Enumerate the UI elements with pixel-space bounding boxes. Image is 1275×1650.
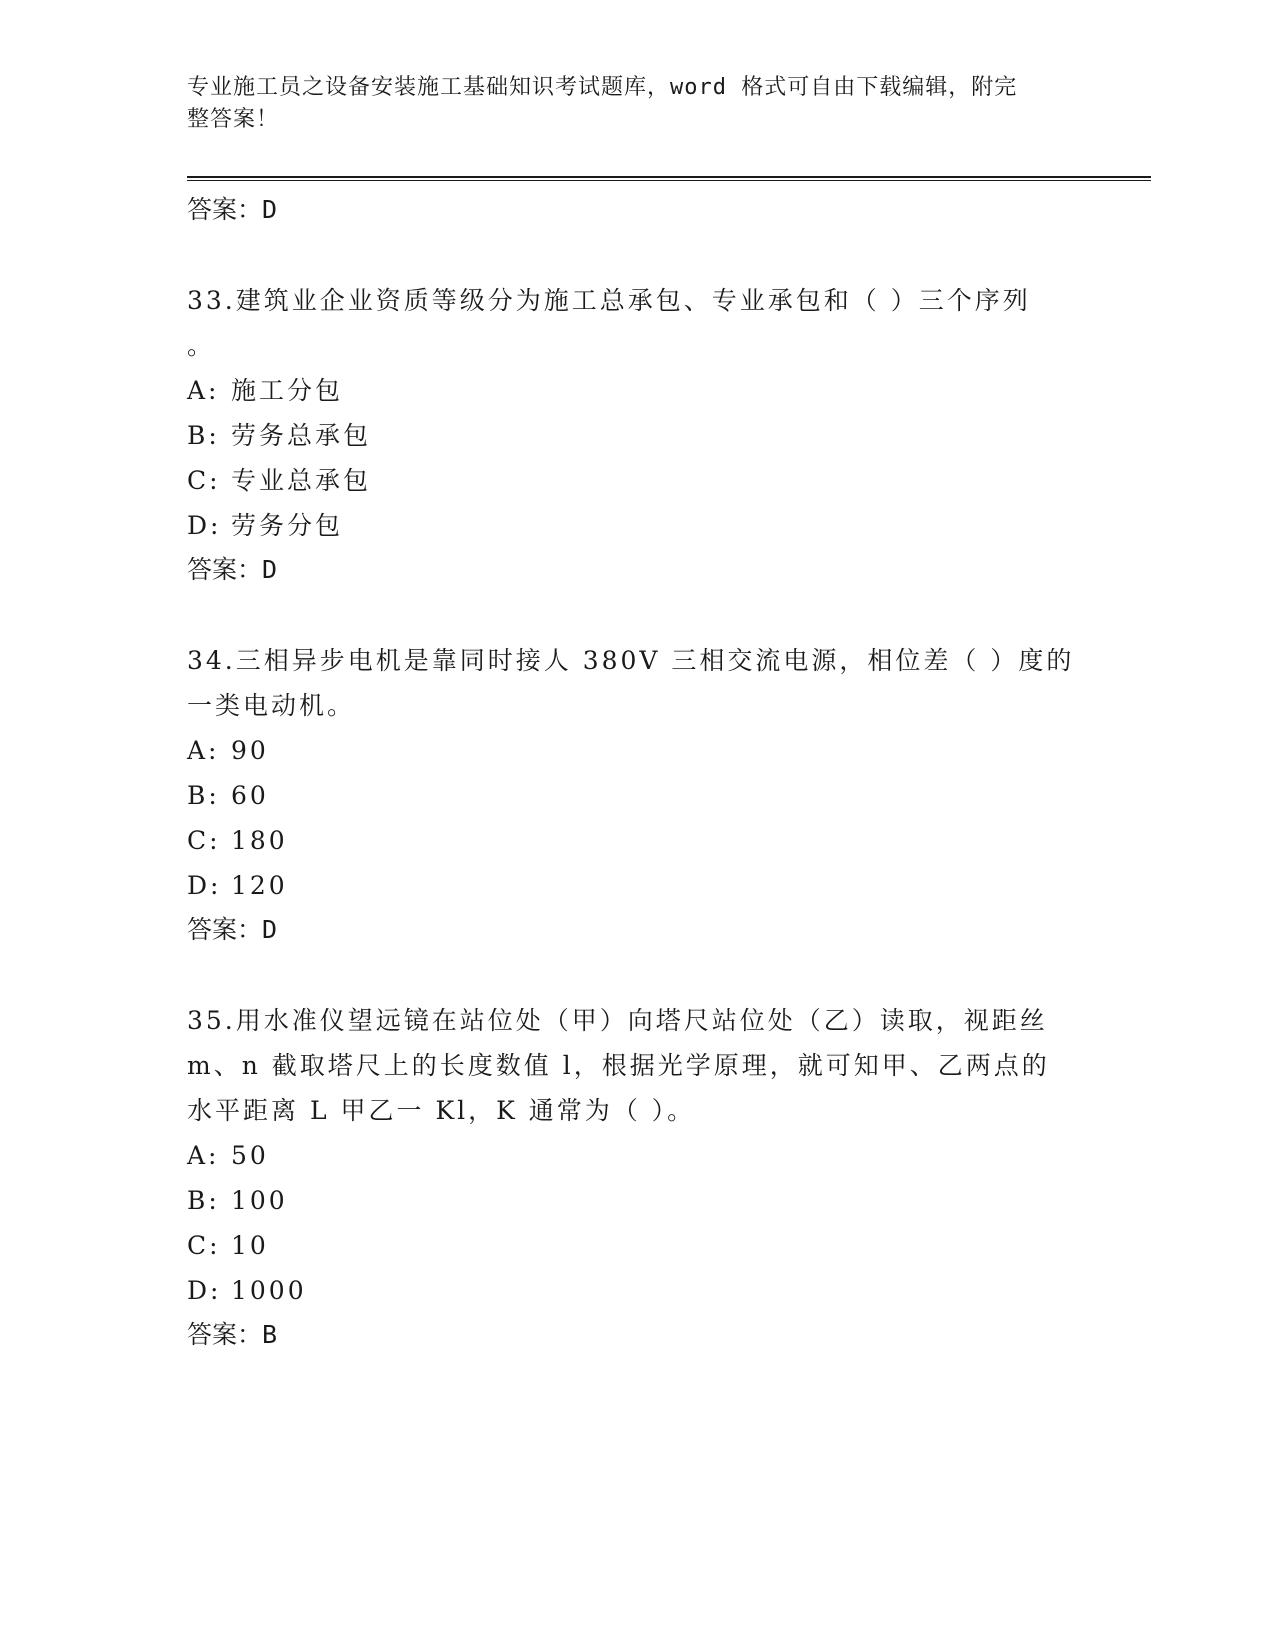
option-text: 劳务总承包: [231, 421, 372, 450]
option-letter: B:: [187, 421, 220, 450]
option-c: [187, 1223, 1087, 1268]
option-d: [187, 1268, 1087, 1313]
question-text: [187, 638, 1087, 728]
page-header: [187, 72, 1087, 136]
option-letter: D:: [187, 871, 222, 900]
question-text-line: 水平距离 L 甲乙一 Kl，K 通常为（ ）。: [187, 1096, 696, 1125]
option-letter: B:: [187, 781, 220, 810]
option-text: 施工分包: [231, 376, 344, 405]
option-text: 60: [231, 781, 269, 810]
option-c: [187, 818, 1087, 863]
answer: 答案：B: [187, 1320, 278, 1349]
question-text-line: 。: [187, 331, 216, 360]
option-letter: D:: [187, 1276, 222, 1305]
option-text: 120: [231, 871, 288, 900]
option-d: [187, 503, 1087, 548]
option-letter: A:: [187, 736, 220, 765]
answer-previous: 答案：D: [187, 195, 278, 224]
question-text-line: m、n 截取塔尺上的长度数值 l，根据光学原理，就可知甲、乙两点的: [187, 1051, 1050, 1080]
question-34: [187, 638, 1087, 952]
option-text: 劳务分包: [231, 511, 344, 540]
question-text-line: 35.用水准仪望远镜在站位处（甲）向塔尺站位处（乙）读取，视距丝: [187, 1006, 1048, 1035]
option-a: [187, 728, 1087, 773]
option-a: [187, 1133, 1087, 1178]
option-text: 100: [231, 1186, 288, 1215]
option-letter: B:: [187, 1186, 220, 1215]
question-text-line: 33.建筑业企业资质等级分为施工总承包、专业承包和（ ）三个序列: [187, 286, 1031, 315]
option-b: [187, 1178, 1087, 1223]
option-text: 1000: [231, 1276, 307, 1305]
header-divider: [187, 176, 1151, 181]
question-text: [187, 998, 1087, 1133]
option-a: [187, 368, 1087, 413]
option-text: 10: [231, 1231, 269, 1260]
option-letter: A:: [187, 376, 220, 405]
option-letter: C:: [187, 466, 221, 495]
header-line-1: 专业施工员之设备安装施工基础知识考试题库，word 格式可自由下载编辑，附完: [187, 75, 1018, 100]
question-text-line: 一类电动机。: [187, 691, 356, 720]
option-b: [187, 413, 1087, 458]
question-33: [187, 278, 1087, 592]
option-letter: C:: [187, 1231, 221, 1260]
option-b: [187, 773, 1087, 818]
document-body: [187, 188, 1087, 1357]
option-letter: C:: [187, 826, 221, 855]
option-text: 90: [231, 736, 269, 765]
option-c: [187, 458, 1087, 503]
option-text: 专业总承包: [231, 466, 372, 495]
option-text: 50: [231, 1141, 269, 1170]
option-letter: A:: [187, 1141, 220, 1170]
option-d: [187, 863, 1087, 908]
option-letter: D:: [187, 511, 222, 540]
question-text-line: 34.三相异步电机是靠同时接人 380V 三相交流电源，相位差（ ）度的: [187, 646, 1075, 675]
answer: 答案：D: [187, 915, 278, 944]
answer: 答案：D: [187, 555, 278, 584]
question-35: [187, 998, 1087, 1357]
header-line-2: 整答案！: [187, 107, 280, 132]
option-text: 180: [231, 826, 288, 855]
question-text: [187, 278, 1087, 368]
